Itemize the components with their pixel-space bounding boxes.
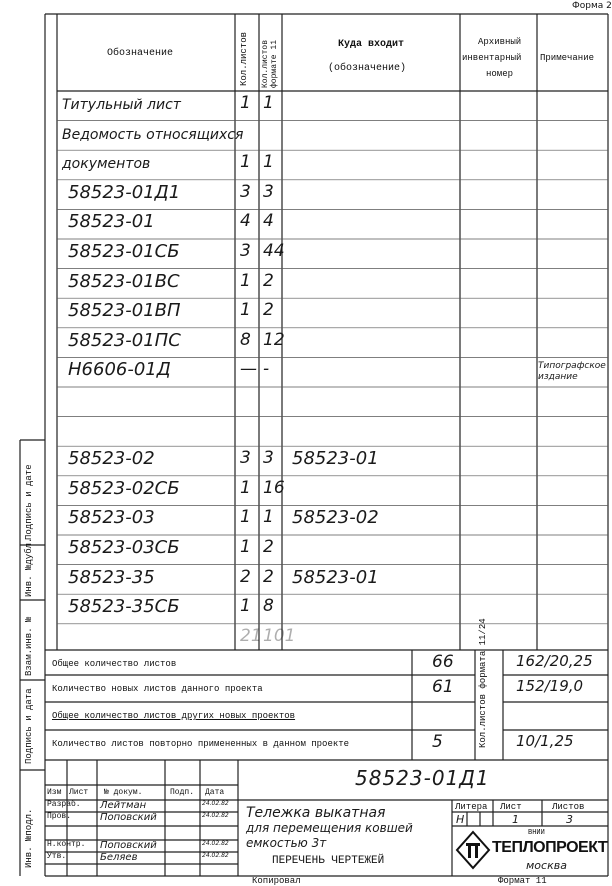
row-sheets: 1	[240, 270, 251, 291]
row-designation: 58523-01СБ	[68, 241, 180, 262]
totals-sheets: 66	[432, 652, 454, 672]
row-designation: 58523-02СБ	[68, 477, 180, 499]
list-label: Лист	[500, 802, 522, 812]
row-designation: 58523-01ВП	[68, 300, 181, 322]
row-designation: 58523-01Д1	[68, 181, 181, 203]
row-sheets-f11: 4	[263, 211, 274, 232]
row-sheets-f11: 44	[263, 241, 285, 261]
row-sheets-f11: 1	[263, 507, 274, 528]
totals-label: Общее количество листов других новых проектов	[52, 711, 296, 721]
litera-value: Н	[456, 813, 465, 826]
stamp-inv-dup: Инв. №дубл.	[24, 537, 34, 597]
row-sheets: 3	[240, 241, 251, 261]
person-name: Лейтман	[100, 800, 147, 811]
stamp-inv-orig: Инв. №подл.	[24, 808, 34, 868]
listov-value: 3	[566, 813, 573, 826]
listov-label: Листов	[552, 802, 585, 812]
header-archive-1: Архивный	[478, 37, 522, 47]
totals-label: Количество листов повторно примененных в данном проекте	[52, 739, 350, 749]
person-role: Н.контр.	[47, 840, 86, 849]
product-name-line2: для перемещения ковшей	[246, 821, 413, 835]
row-designation: 58523-35	[68, 566, 155, 588]
title-block-hdr-cell: Дата	[205, 788, 225, 797]
row-sheets: 1	[240, 93, 251, 113]
row-sheets: 1	[240, 300, 251, 321]
row-where-used: 58523-01	[292, 566, 379, 588]
row-designation: 58523-01	[68, 211, 155, 233]
person-name: Поповский	[100, 840, 157, 851]
product-name-line1: Тележка выкатная	[246, 805, 386, 821]
header-note: Примечание	[540, 53, 595, 63]
row-sheets: 4	[240, 211, 251, 232]
footer-format: Формат 11	[498, 876, 547, 886]
totals-sheets: 5	[432, 732, 443, 752]
person-date: 24.02.82	[202, 812, 229, 819]
row-note: Типографское издание	[538, 361, 606, 382]
title-block-hdr-cell: Лист	[69, 788, 89, 797]
row-where-used: 58523-02	[292, 507, 379, 529]
row-sheets-f11: 101	[263, 625, 296, 646]
row-sheets: 8	[240, 329, 251, 350]
totals-side-label: Кол.листов формата 11/24	[478, 618, 488, 748]
row-designation: документов	[62, 156, 151, 173]
row-where-used: 58523-01	[292, 448, 379, 470]
row-designation: 58523-01ВС	[68, 270, 180, 292]
header-archive-3: номер	[486, 69, 514, 79]
totals-sheets: 61	[432, 677, 454, 697]
footer-copied: Копировал	[252, 876, 301, 886]
totals-label: Общее количество листов	[52, 659, 177, 669]
row-sheets: 3	[240, 448, 251, 469]
row-sheets-f11: 3	[263, 181, 274, 202]
row-sheets: 1	[240, 596, 251, 617]
row-designation: Ведомость относящихся	[62, 126, 244, 143]
row-sheets: 1	[240, 537, 251, 557]
person-name: Поповский	[100, 812, 157, 823]
person-role: Утв.	[47, 852, 67, 861]
row-designation: 58523-35СБ	[68, 596, 180, 618]
row-designation: Н6606-01Д	[68, 359, 171, 381]
person-role: Пров.	[47, 812, 72, 821]
header-where-used-1: Куда входит	[338, 39, 405, 50]
person-date: 24.02.82	[202, 840, 229, 847]
title-block-hdr-cell: Изм	[47, 788, 62, 797]
stamp-sign-date-2: Подпись и дате	[24, 464, 34, 540]
header-sheet-count-f11: Кол.листов формате 11	[261, 39, 279, 88]
header-sheet-count: Кол.листов	[239, 31, 249, 86]
row-sheets: —	[240, 359, 257, 380]
person-date: 24.02.82	[202, 800, 229, 807]
header-archive-2: инвентарный	[462, 53, 522, 63]
person-date: 24.02.82	[202, 852, 229, 859]
totals-label: Количество новых листов данного проекта	[52, 684, 263, 694]
row-designation: 58523-02	[68, 448, 155, 470]
row-sheets: 1	[240, 152, 251, 173]
row-sheets: 2	[240, 566, 251, 587]
row-sheets-f11: 3	[263, 448, 274, 469]
row-sheets: 1	[240, 477, 251, 498]
doc-title: ПЕРЕЧЕНЬ ЧЕРТЕЖЕЙ	[272, 855, 385, 867]
row-designation: 58523-01ПС	[68, 329, 181, 351]
row-sheets: 1	[240, 507, 251, 528]
product-name-line3: емкостью 3т	[246, 836, 327, 850]
row-sheets-f11: -	[263, 359, 270, 380]
row-sheets-f11: 16	[263, 477, 285, 498]
header-designation: Обозначение	[107, 48, 174, 59]
list-value: 1	[512, 813, 519, 826]
totals-f11: 162/20,25	[516, 652, 593, 670]
row-sheets: 21	[240, 625, 262, 646]
title-block-hdr-cell: Подп.	[170, 788, 195, 797]
row-sheets-f11: 1	[263, 93, 274, 113]
row-sheets-f11: 2	[263, 566, 274, 587]
row-designation: 58523-03	[68, 507, 155, 529]
totals-f11: 152/19,0	[516, 677, 584, 695]
header-where-used-2: (обозначение)	[328, 63, 407, 74]
org-small: ВНИИ	[528, 829, 545, 837]
row-sheets-f11: 2	[263, 270, 274, 291]
row-sheets: 3	[240, 181, 251, 202]
row-sheets-f11: 1	[263, 152, 274, 173]
row-sheets-f11: 2	[263, 537, 274, 557]
litera-label: Литера	[455, 802, 488, 812]
doc-number: 58523-01Д1	[355, 766, 490, 790]
person-role: Разраб.	[47, 800, 81, 809]
org-name: ТЕПЛОПРОЕКТ	[492, 839, 608, 856]
totals-f11: 10/1,25	[516, 732, 574, 750]
form-label: Форма 2	[572, 1, 612, 11]
stamp-replace-inv: Взам.инв. №	[24, 616, 34, 676]
org-city: москва	[526, 859, 567, 872]
title-block-hdr-cell: № докум.	[104, 788, 143, 797]
row-sheets-f11: 2	[263, 300, 274, 321]
row-designation: Титульный лист	[62, 97, 181, 113]
row-designation: 58523-03СБ	[68, 537, 180, 558]
row-sheets-f11: 12	[263, 329, 285, 350]
row-sheets-f11: 8	[263, 596, 274, 617]
org-logo-icon	[455, 830, 491, 870]
stamp-sign-date-1: Подпись и дата	[24, 688, 34, 764]
person-name: Беляев	[100, 852, 138, 863]
